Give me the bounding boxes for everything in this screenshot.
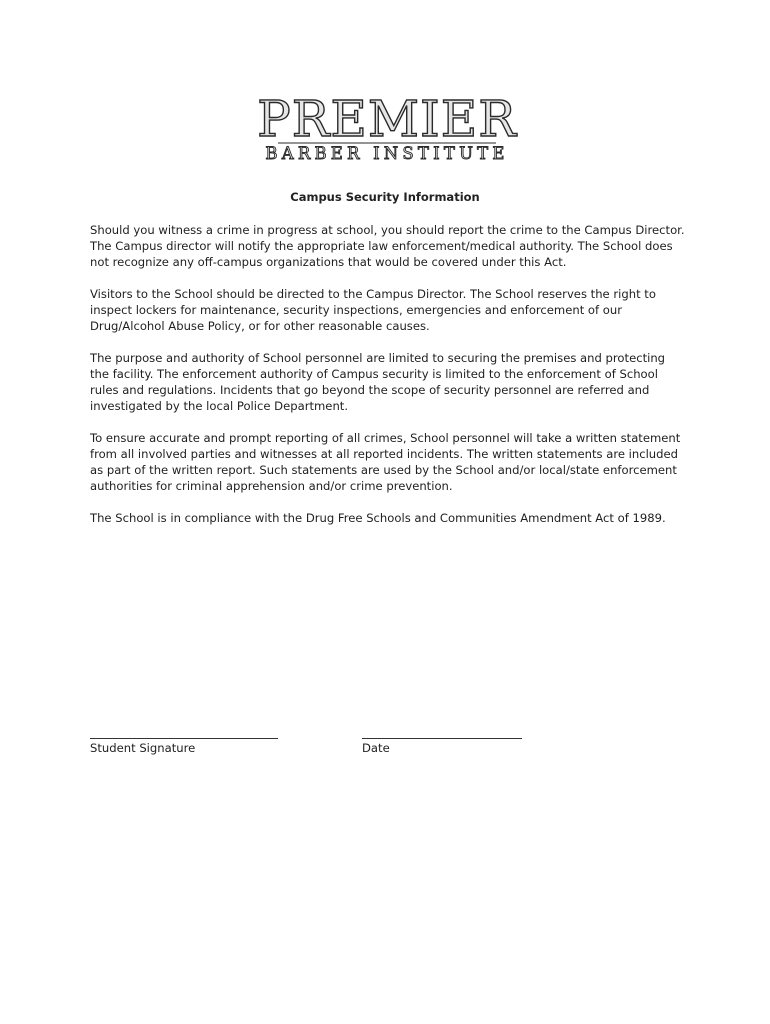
paragraph-witness-crime: Should you witness a crime in progress at school, you should report the crime to the Campus Director. The Campus director will notify the appropriate law enforcement/medical authority. The School does not recognize any off-campus organizations that would be covered under this Act.	[90, 223, 685, 269]
date-label: Date	[362, 741, 390, 755]
paragraph-reporting: To ensure accurate and prompt reporting of all crimes, School personnel will take a written statement from all involved parties and witnesses at all reported incidents. The written statements are included as part of the written report. Such statements are used by the School and/or local/state enforcement authorities for criminal apprehension and/or crime prevention.	[90, 431, 681, 493]
student-signature-line[interactable]	[90, 728, 278, 739]
logo-graphic	[257, 90, 517, 164]
premier-barber-institute-logo	[257, 90, 517, 164]
paragraph-compliance: The School is in compliance with the Drug Free Schools and Communities Amendment Act of 1989.	[90, 511, 666, 525]
paragraph-authority: The purpose and authority of School personnel are limited to securing the premises and protecting the facility. The enforcement authority of Campus security is limited to the enforcement of School rules and regulations. Incidents that go beyond the scope of security personnel are referred and investigated by the local Police Department.	[90, 351, 666, 413]
document-title: Campus Security Information	[290, 190, 480, 204]
signature-section	[90, 728, 590, 758]
student-signature-block	[90, 728, 278, 755]
date-line[interactable]	[362, 728, 522, 739]
logo-sub-text: BARBER INSTITUTE	[265, 144, 509, 163]
document-body	[90, 222, 686, 542]
date-block	[362, 728, 522, 755]
logo-main-text: PREMIER	[257, 90, 517, 148]
paragraph-visitors: Visitors to the School should be directed to the Campus Director. The School reserves the right to inspect lockers for maintenance, security inspections, emergencies and enforcement of our Drug/Alcohol Abuse Policy, or for other reasonable causes.	[90, 287, 656, 333]
student-signature-label: Student Signature	[90, 741, 196, 755]
